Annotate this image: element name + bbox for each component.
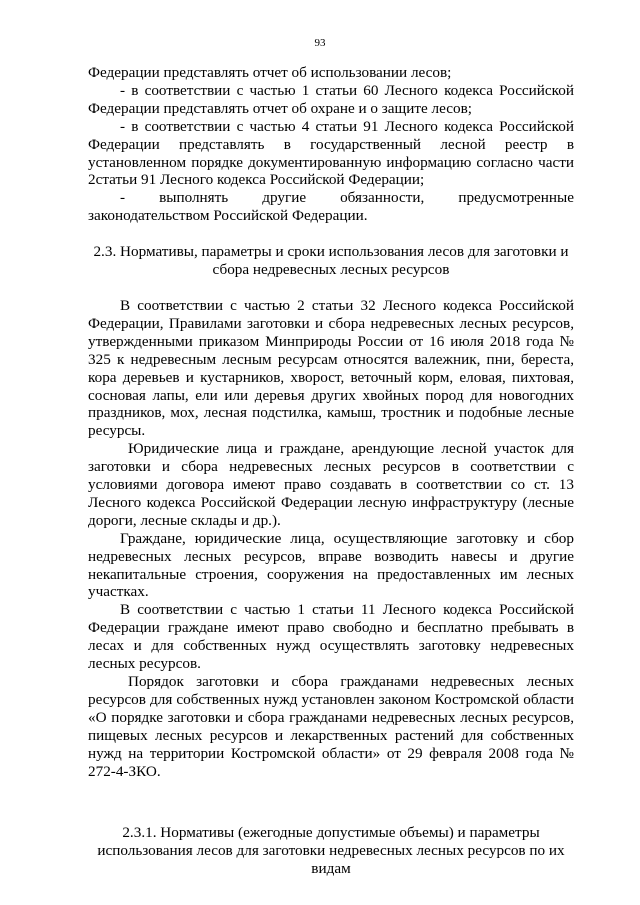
paragraph-list-item: - выполнять другие обязанности, предусмотренные законодательством Российской Федерации. bbox=[88, 189, 574, 225]
paragraph: В соответствии с частью 1 статьи 11 Лесного кодекса Российской Федерации граждане имеют право свободно и бесплатно пребывать в лесах и для собственных нужд осуществлять заготовку недревесных лесных ресурсов. bbox=[88, 601, 574, 673]
page-content bbox=[88, 64, 574, 878]
subsection-heading: 2.3.1. Нормативы (ежегодные допустимые объемы) и параметры использования лесов для заготовки недревесных лесных ресурсов по их видам bbox=[97, 824, 565, 878]
paragraph-list-item: - в соответствии с частью 1 статьи 60 Лесного кодекса Российской Федерации представлять отчет об охране и о защите лесов; bbox=[88, 81, 574, 117]
paragraph: В соответствии с частью 2 статьи 32 Лесного кодекса Российской Федерации, Правилами заготовки и сбора недревесных лесных ресурсов, утвержденными приказом Минприроды России от 16 июля 2018 года № 325 к недревесным лесным ресурсам относятся валежник, пни, береста, кора деревьев и кустарников, хворост, веточный корм, еловая, пихтовая, сосновая лапы, ели или деревья других хвойных пород для новогодних праздников, мох, лесная подстилка, камыш, тростник и подобные лесные ресурсы. bbox=[88, 296, 574, 440]
paragraph: Граждане, юридические лица, осуществляющие заготовку и сбор недревесных лесных ресурсов, вправе возводить навесы и другие некапитальные строения, сооружения на предоставленных им лесных участках. bbox=[88, 529, 574, 601]
paragraph-continuation: Федерации представлять отчет об использовании лесов; bbox=[88, 64, 452, 81]
paragraph: Юридические лица и граждане, арендующие лесной участок для заготовки и сбора недревесных лесных ресурсов в соответствии с условиями договора имеют право создавать в соответствии со ст. 13 Лесного кодекса Российской Федерации лесную инфраструктуру (лесные дороги, лесные склады и др.). bbox=[88, 440, 574, 529]
paragraph-list-item: - в соответствии с частью 4 статьи 91 Лесного кодекса Российской Федерации представлять в государственный лесной реестр в установленном порядке документированную информацию согласно части 2статьи 91 Лесного кодекса Российской Федерации; bbox=[88, 117, 574, 189]
section-heading: 2.3. Нормативы, параметры и сроки использования лесов для заготовки и сбора недревесных лесных ресурсов bbox=[93, 243, 569, 279]
page-number: 93 bbox=[314, 37, 326, 49]
paragraph: Порядок заготовки и сбора гражданами недревесных лесных ресурсов для собственных нужд установлен законом Костромской области «О порядке заготовки и сбора гражданами недревесных лесных ресурсов, пищевых лесных ресурсов и лекарственных растений для собственных нужд на территории Костромской области» от 29 февраля 2008 года № 272-4-ЗКО. bbox=[88, 673, 574, 780]
